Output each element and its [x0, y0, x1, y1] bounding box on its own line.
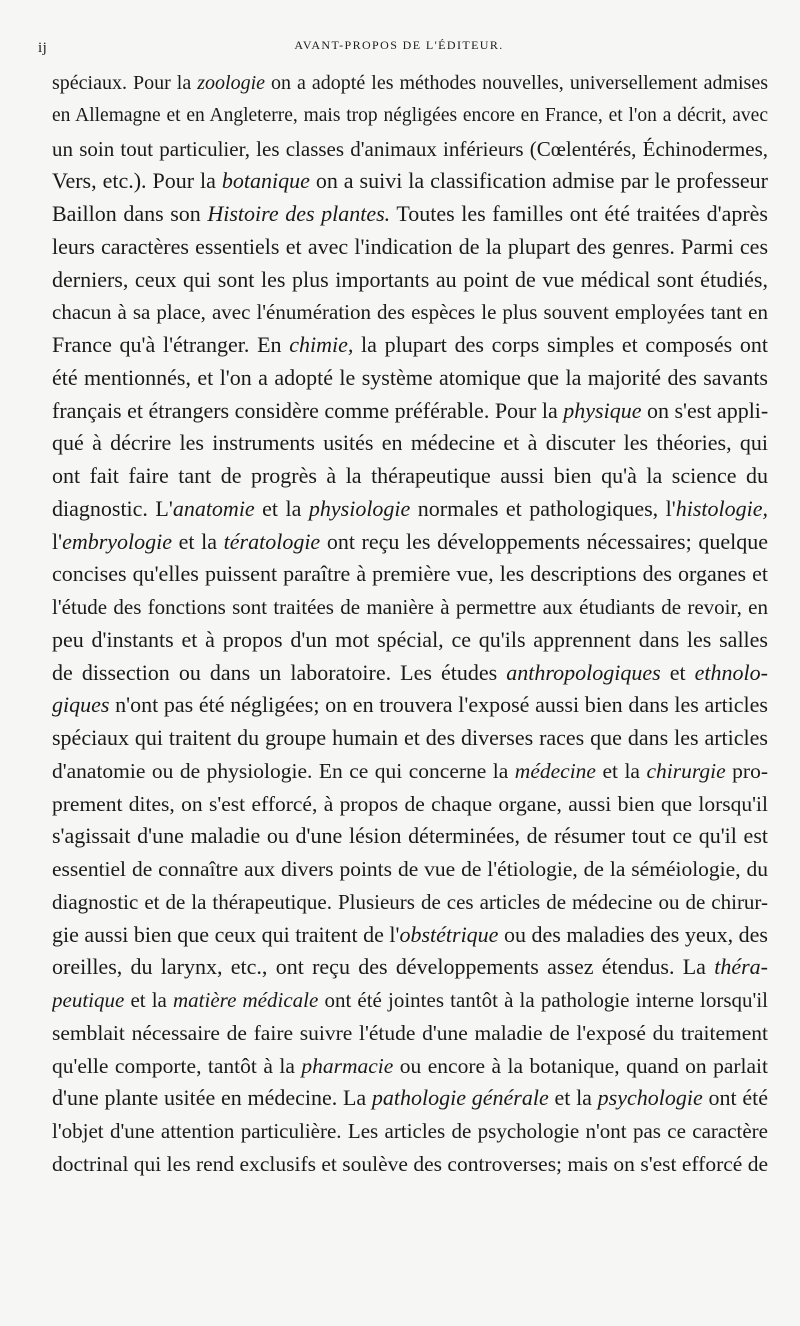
text-line [52, 951, 768, 984]
text-run: ont été [702, 1085, 768, 1111]
italic-term: histologie, [675, 495, 768, 521]
text-line [52, 657, 768, 690]
text-run: en Allemagne et en Angleterre, mais trop négligées encore en France, et l'on a décrit, avec [52, 104, 768, 126]
text-run: gie aussi bien que ceux qui traitent de l' [52, 921, 400, 947]
text-line [52, 362, 768, 395]
text-line [52, 722, 768, 755]
text-line [52, 853, 768, 886]
text-line [52, 591, 768, 624]
text-run: leurs caractères essentiels et avec l'indication de la plupart des genres. Parmi ces [52, 233, 768, 259]
text-line [52, 395, 768, 428]
text-line [52, 788, 768, 821]
text-line [52, 427, 768, 460]
text-line [52, 689, 768, 722]
text-run: et la [595, 758, 647, 783]
text-run: d'une plante usitée en médecine. La [52, 1085, 372, 1111]
page-header [38, 32, 760, 56]
text-run: s'agissait d'une maladie ou d'une lésion déterminées, de résumer tout ce qu'il est [52, 823, 768, 849]
italic-term: psychologie [597, 1085, 703, 1111]
text-line [52, 1017, 768, 1050]
text-run: chacun à sa place, avec l'énumération des espèces le plus souvent employées tant en [52, 300, 768, 325]
text-run: n'ont pas été négligées; on en trouvera l'exposé aussi bien dans les articles [109, 692, 768, 718]
text-run: essentiel de connaître aux divers points de vue de l'étiologie, de la séméiologie, du [52, 857, 768, 881]
italic-term: pharmacie [301, 1053, 394, 1078]
text-run: pro- [725, 758, 768, 783]
text-run: spéciaux. Pour la [52, 72, 198, 94]
italic-term: chimie, [289, 332, 354, 357]
text-run: ou encore à la botanique, quand on parlait [393, 1053, 768, 1078]
text-run: France qu'à l'étranger. En [52, 332, 290, 357]
text-run: concises qu'elles puissent paraître à première vue, les descriptions des organes et [52, 561, 768, 587]
italic-term: chirurgie [646, 758, 726, 783]
text-run: et la [124, 988, 174, 1012]
text-line [52, 1115, 768, 1148]
text-run: ont été jointes tantôt à la pathologie interne lorsqu'il [318, 988, 768, 1012]
italic-term: matière médicale [173, 988, 319, 1012]
text-run: un soin tout particulier, les classes d'animaux inférieurs (Cœlentérés, Échinodermes, [52, 136, 768, 161]
text-run: et la [172, 528, 224, 554]
text-run: et la [548, 1085, 598, 1111]
text-line [52, 755, 768, 788]
running-title: AVANT-PROPOS DE L'ÉDITEUR. [294, 38, 504, 52]
text-line [52, 460, 768, 493]
text-run: diagnostic. L' [52, 495, 173, 521]
text-line [52, 264, 768, 297]
text-run: oreilles, du larynx, etc., ont reçu des développements assez étendus. La [52, 954, 715, 980]
text-line [52, 919, 768, 952]
text-line [52, 165, 768, 198]
text-run: diagnostic et de la thérapeutique. Plusieurs de ces articles de médecine ou de chirur- [52, 889, 768, 914]
text-line [52, 984, 768, 1017]
italic-term: botanique [221, 168, 310, 194]
text-run: qué à décrire les instruments usités en médecine et à discuter les théories, qui [52, 430, 768, 456]
text-line [52, 1082, 768, 1115]
text-line [52, 1050, 768, 1083]
body-text [52, 67, 768, 1181]
text-line [52, 526, 768, 559]
text-run: de dissection ou dans un laboratoire. Les études [52, 659, 507, 685]
text-run: ou des maladies des yeux, des [498, 921, 768, 947]
italic-term: anatomie [172, 495, 255, 521]
italic-term: théra- [714, 954, 768, 980]
text-line [52, 231, 768, 264]
italic-term: embryologie [62, 528, 173, 554]
text-run: on a adopté les méthodes nouvelles, universellement admises [265, 72, 768, 94]
italic-term: Histoire des plantes. [207, 201, 391, 226]
text-line [52, 296, 768, 329]
text-run: français et étrangers considère comme préférable. Pour la [52, 397, 564, 423]
text-run: doctrinal qui les rend exclusifs et soulève des controverses; mais on s'est efforcé de [52, 1151, 768, 1176]
text-run: prement dites, on s'est efforcé, à propos de chaque organe, aussi bien que lorsqu'il [52, 791, 768, 816]
text-run: peu d'instants et à propos d'un mot spécial, ce qu'ils apprennent dans les salles [52, 626, 768, 652]
italic-term: peutique [52, 988, 125, 1012]
text-line [52, 493, 768, 526]
text-run: et [660, 659, 695, 685]
text-run: on s'est appli- [641, 397, 768, 423]
text-run: normales et pathologiques, l' [410, 495, 676, 521]
text-line [52, 133, 768, 166]
italic-term: ethnolo- [694, 659, 768, 685]
text-line [52, 67, 768, 100]
page-number: ij [38, 40, 48, 56]
text-line [52, 820, 768, 853]
text-line [52, 558, 768, 591]
text-run: d'anatomie ou de physiologie. En ce qui concerne la [52, 758, 515, 783]
italic-term: tératologie [223, 528, 321, 554]
text-run: ont reçu les développements nécessaires; quelque [320, 528, 768, 554]
italic-term: zoologie [197, 72, 266, 94]
text-run: l' [52, 528, 63, 554]
text-run: été mentionnés, et l'on a adopté le système atomique que la majorité des savants [52, 364, 768, 390]
text-line [52, 329, 768, 362]
italic-term: médecine [514, 758, 596, 783]
italic-term: obstétrique [399, 921, 499, 947]
text-line [52, 100, 768, 133]
italic-term: pathologie générale [371, 1085, 549, 1111]
text-run: spéciaux qui traitent du groupe humain et des diverses races que dans les articles [52, 725, 768, 750]
italic-term: anthropologiques [506, 659, 661, 685]
text-run: et la [254, 495, 309, 521]
text-run: on a suivi la classification admise par le professeur [309, 168, 768, 194]
text-line [52, 198, 768, 231]
text-line [52, 1148, 768, 1181]
text-run: l'objet d'une attention particulière. Les articles de psychologie n'ont pas ce caractère [52, 1119, 768, 1143]
text-run: Baillon dans son [52, 201, 208, 226]
text-run: ont fait faire tant de progrès à la thérapeutique aussi bien qu'à la science du [52, 463, 768, 488]
text-run: semblait nécessaire de faire suivre l'étude d'une maladie de l'exposé du traitement [52, 1020, 768, 1045]
text-run: derniers, ceux qui sont les plus importants au point de vue médical sont étudiés, [52, 266, 768, 292]
text-run: Toutes les familles ont été traitées d'après [390, 201, 768, 226]
text-run: l'étude des fonctions sont traitées de manière à permettre aux étudiants de revoir, en [52, 595, 768, 619]
italic-term: giques [52, 692, 110, 718]
text-run: qu'elle comporte, tantôt à la [52, 1053, 302, 1078]
text-run: la plupart des corps simples et composés ont [353, 332, 768, 357]
italic-term: physiologie [308, 495, 411, 521]
text-line [52, 624, 768, 657]
text-line [52, 886, 768, 919]
italic-term: physique [563, 397, 642, 423]
text-run: Vers, etc.). Pour la [52, 168, 222, 194]
